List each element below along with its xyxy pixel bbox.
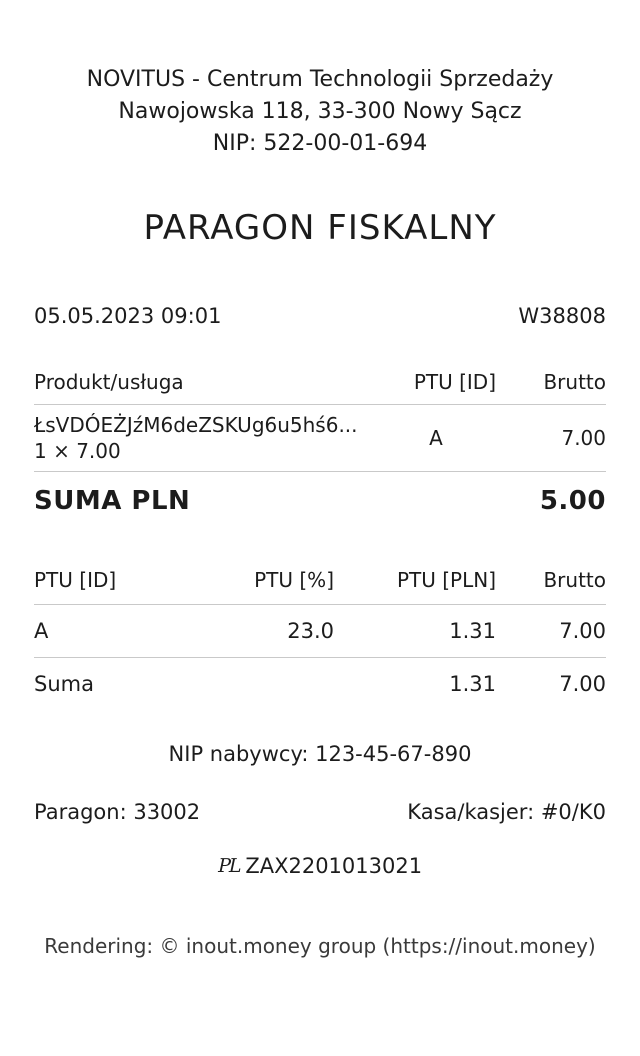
item-description: ŁsVDÓEŻJźM6deZSKUg6u5hś6... bbox=[34, 413, 358, 437]
document-title bbox=[34, 208, 606, 248]
receipt-reference: W38808 bbox=[518, 304, 606, 328]
document-title-text: PARAGON FISKALNY bbox=[143, 208, 497, 248]
rendering-credit: Rendering: © inout.money group (https://inout.money) bbox=[44, 934, 596, 958]
total-row bbox=[34, 472, 606, 516]
fiscal-code-value: ZAX2201013021 bbox=[245, 854, 423, 878]
tax-table-header bbox=[34, 568, 606, 604]
tax-row-gross: 7.00 bbox=[559, 619, 606, 643]
tax-summary-label: Suma bbox=[34, 672, 94, 696]
cashier-info: Kasa/kasjer: #0/K0 bbox=[407, 800, 606, 824]
items-header-ptu: PTU [ID] bbox=[413, 370, 496, 394]
receipt-number: Paragon: 33002 bbox=[34, 800, 201, 824]
item-ptu: A bbox=[429, 426, 443, 450]
tax-header-amount: PTU [PLN] bbox=[396, 568, 496, 592]
item-gross: 7.00 bbox=[561, 426, 606, 450]
merchant-nip: NIP: 522-00-01-694 bbox=[212, 131, 428, 156]
merchant-header bbox=[34, 64, 606, 160]
meta-row bbox=[34, 304, 606, 328]
table-row bbox=[34, 605, 606, 657]
tax-row-percent: 23.0 bbox=[287, 619, 334, 643]
tax-summary-row bbox=[34, 658, 606, 710]
tax-header-id: PTU [ID] bbox=[34, 568, 117, 592]
merchant-name: NOVITUS - Centrum Technologii Sprzedaży bbox=[86, 67, 554, 92]
fiscal-logo-icon: PL bbox=[215, 855, 242, 877]
items-header-gross: Brutto bbox=[543, 370, 606, 394]
tax-header-percent: PTU [%] bbox=[254, 568, 334, 592]
merchant-address: Nawojowska 118, 33-300 Nowy Sącz bbox=[118, 99, 522, 124]
item-quantity-line: 1 × 7.00 bbox=[34, 439, 121, 463]
tax-row-amount: 1.31 bbox=[449, 619, 496, 643]
receipt-footer bbox=[34, 800, 606, 824]
fiscal-code-row bbox=[34, 854, 606, 878]
tax-row-id: A bbox=[34, 619, 49, 643]
items-header-name: Produkt/usługa bbox=[34, 370, 184, 394]
tax-header-gross: Brutto bbox=[543, 568, 606, 592]
items-table-header bbox=[34, 370, 606, 404]
tax-summary-gross: 7.00 bbox=[559, 672, 606, 696]
buyer-nip: NIP nabywcy: 123-45-67-890 bbox=[168, 742, 472, 766]
tax-summary-amount: 1.31 bbox=[449, 672, 496, 696]
total-value: 5.00 bbox=[539, 486, 606, 516]
total-label: SUMA PLN bbox=[34, 486, 191, 516]
item-main bbox=[34, 412, 376, 464]
table-row bbox=[34, 405, 606, 471]
tax-summary-percent bbox=[184, 672, 334, 696]
receipt-datetime: 05.05.2023 09:01 bbox=[34, 304, 222, 328]
